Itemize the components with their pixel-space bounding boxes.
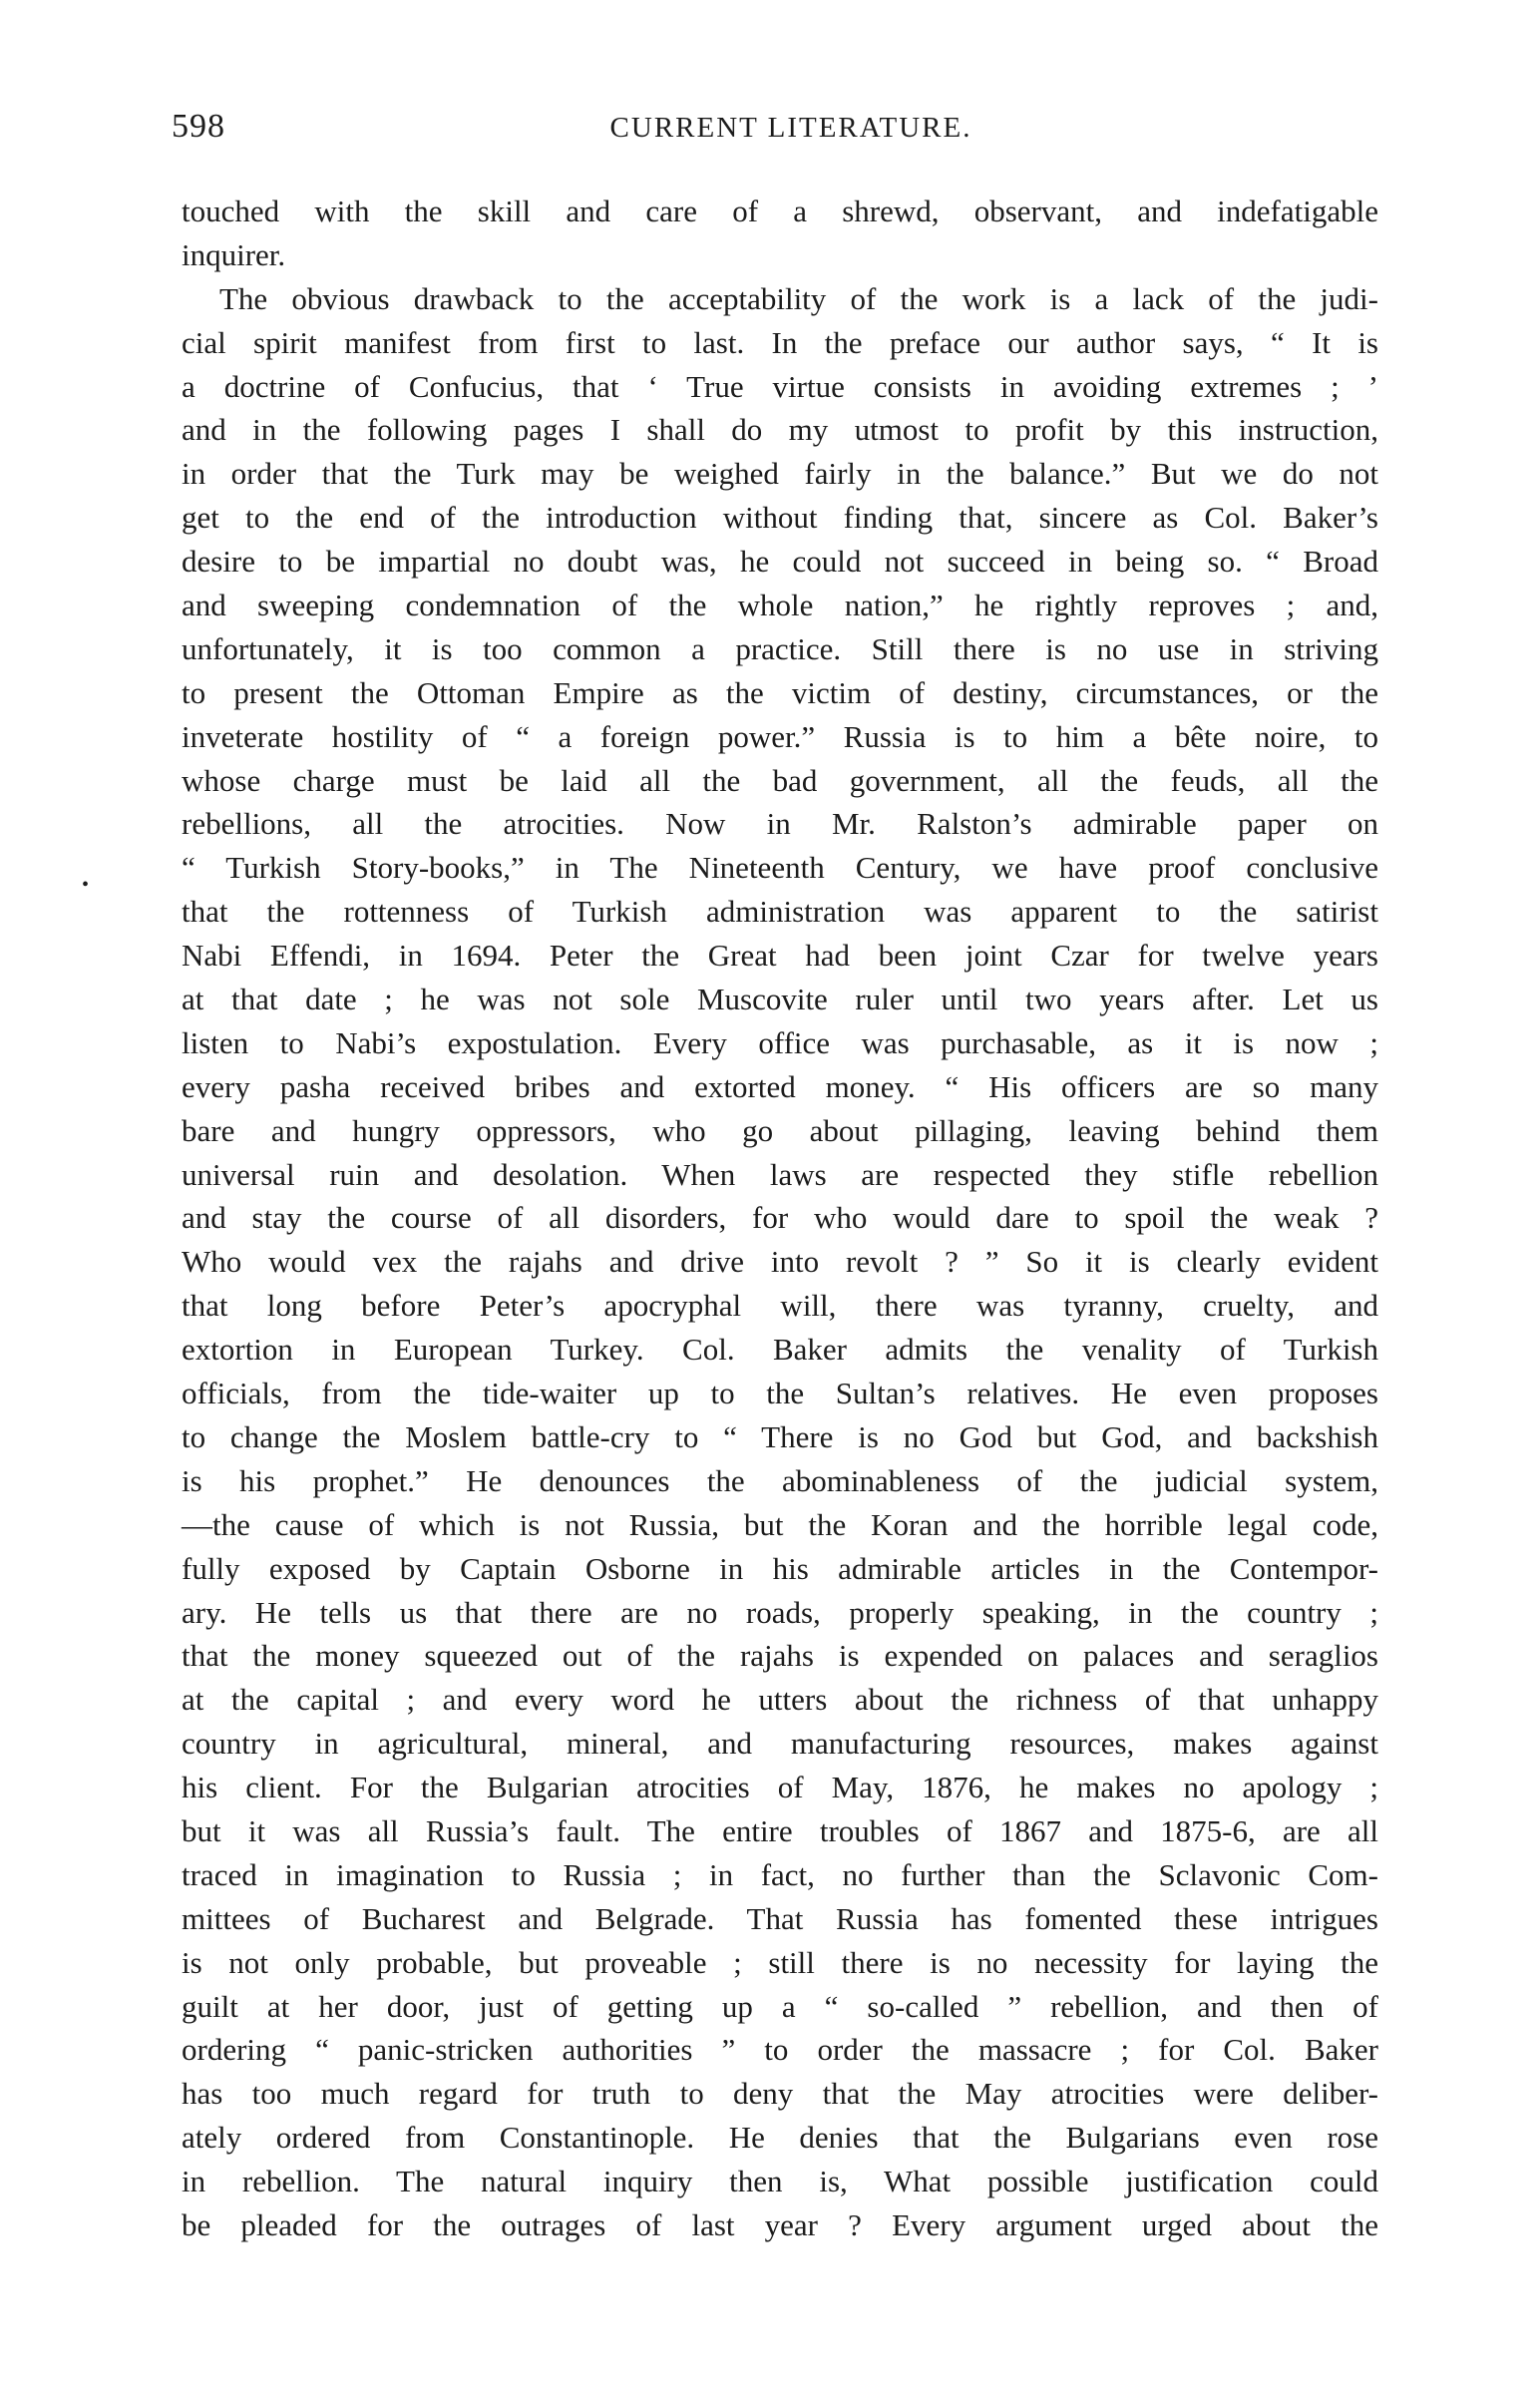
text-line: at the capital ; and every word he utters about the richness of that unhappy <box>182 1682 1378 1718</box>
text-line: ary. He tells us that there are no roads, properly speaking, in the country ; <box>182 1594 1378 1630</box>
text-line: is not only probable, but proveable ; still there is no necessity for laying the <box>182 1944 1378 1980</box>
text-line: to present the Ottoman Empire as the victim of destiny, circumstances, or the <box>182 674 1378 710</box>
text-line: The obvious drawback to the acceptability of the work is a lack of the judi- <box>219 280 1378 316</box>
body-text <box>182 190 1378 2247</box>
text-line: at that date ; he was not sole Muscovite ruler until two years after. Let us <box>182 982 1378 1017</box>
text-line: whose charge must be laid all the bad government, all the feuds, all the <box>182 762 1378 798</box>
text-line: desire to be impartial no doubt was, he could not succeed in being so. “ Broad <box>182 544 1378 580</box>
text-line: and sweeping condemnation of the whole nation,” he rightly reproves ; and, <box>182 588 1378 623</box>
text-line: unfortunately, it is too common a practice. Still there is no use in striving <box>182 630 1378 666</box>
text-line: extortion in European Turkey. Col. Baker admits the venality of Turkish <box>182 1332 1378 1368</box>
text-line: his client. For the Bulgarian atrocities of May, 1876, he makes no apology ; <box>182 1770 1378 1805</box>
text-line: inveterate hostility of “ a foreign power.” Russia is to him a bête noire, to <box>182 718 1378 754</box>
text-line: be pleaded for the outrages of last year ? Every argument urged about the <box>182 2206 1378 2242</box>
text-line: to change the Moslem battle-cry to “ There is no God but God, and backshish <box>182 1418 1378 1454</box>
text-line: mittees of Bucharest and Belgrade. That Russia has fomented these intrigues <box>182 1900 1378 1936</box>
text-line: rebellions, all the atrocities. Now in Mr. Ralston’s admirable paper on <box>182 806 1378 842</box>
margin-mark: • <box>82 874 90 896</box>
text-line: cial spirit manifest from first to last. In the preface our author says, “ It is <box>182 324 1378 360</box>
page-header <box>172 108 1380 158</box>
text-line: —the cause of which is not Russia, but the Koran and the horrible legal code, <box>182 1506 1378 1542</box>
text-line: that the money squeezed out of the rajahs is expended on palaces and seraglios <box>182 1638 1378 1674</box>
page-number: 598 <box>172 108 225 145</box>
running-head: CURRENT LITERATURE. <box>609 112 972 144</box>
text-line: guilt at her door, just of getting up a “ so-called ” rebellion, and then of <box>182 1988 1378 2024</box>
text-line: and in the following pages I shall do my utmost to profit by this instruction, <box>182 412 1378 448</box>
text-line: universal ruin and desolation. When laws are respected they stifle rebellion <box>182 1156 1378 1192</box>
text-line: listen to Nabi’s expostulation. Every office was purchasable, as it is now ; <box>182 1024 1378 1060</box>
text-line: officials, from the tide-waiter up to the Sultan’s relatives. He even proposes <box>182 1376 1378 1411</box>
text-line: is his prophet.” He denounces the abominableness of the judicial system, <box>182 1462 1378 1498</box>
text-line: every pasha received bribes and extorted money. “ His officers are so many <box>182 1068 1378 1104</box>
text-line: and stay the course of all disorders, for who would dare to spoil the weak ? <box>182 1200 1378 1236</box>
text-line: touched with the skill and care of a shrewd, observant, and indefatigable <box>182 194 1378 228</box>
text-line: traced in imagination to Russia ; in fact, no further than the Sclavonic Com- <box>182 1856 1378 1892</box>
text-line: fully exposed by Captain Osborne in his admirable articles in the Contempor- <box>182 1550 1378 1586</box>
text-line: in rebellion. The natural inquiry then is, What possible justification could <box>182 2164 1378 2199</box>
text-line: Who would vex the rajahs and drive into revolt ? ” So it is clearly evident <box>182 1244 1378 1280</box>
text-line: in order that the Turk may be weighed fairly in the balance.” But we do not <box>182 456 1378 492</box>
text-line: a doctrine of Confucius, that ‘ True virtue consists in avoiding extremes ; ’ <box>182 368 1378 404</box>
text-line: that long before Peter’s apocryphal will, there was tyranny, cruelty, and <box>182 1288 1378 1324</box>
text-line: ordering “ panic-stricken authorities ” to order the massacre ; for Col. Baker <box>182 2032 1378 2068</box>
text-line: Nabi Effendi, in 1694. Peter the Great had been joint Czar for twelve years <box>182 938 1378 974</box>
text-line: bare and hungry oppressors, who go about pillaging, leaving behind them <box>182 1112 1378 1148</box>
text-line: that the rottenness of Turkish administration was apparent to the satirist <box>182 894 1378 930</box>
text-line: “ Turkish Story-books,” in The Nineteenth Century, we have proof conclusive <box>182 850 1378 886</box>
text-line: get to the end of the introduction without finding that, sincere as Col. Baker’s <box>182 500 1378 536</box>
text-line: has too much regard for truth to deny that the May atrocities were deliber- <box>182 2076 1378 2112</box>
text-line: country in agricultural, mineral, and manufacturing resources, makes against <box>182 1726 1378 1762</box>
text-line: but it was all Russia’s fault. The entire troubles of 1867 and 1875-6, are all <box>182 1812 1378 1848</box>
text-line: ately ordered from Constantinople. He denies that the Bulgarians even rose <box>182 2120 1378 2156</box>
text-line: inquirer. <box>182 236 286 272</box>
